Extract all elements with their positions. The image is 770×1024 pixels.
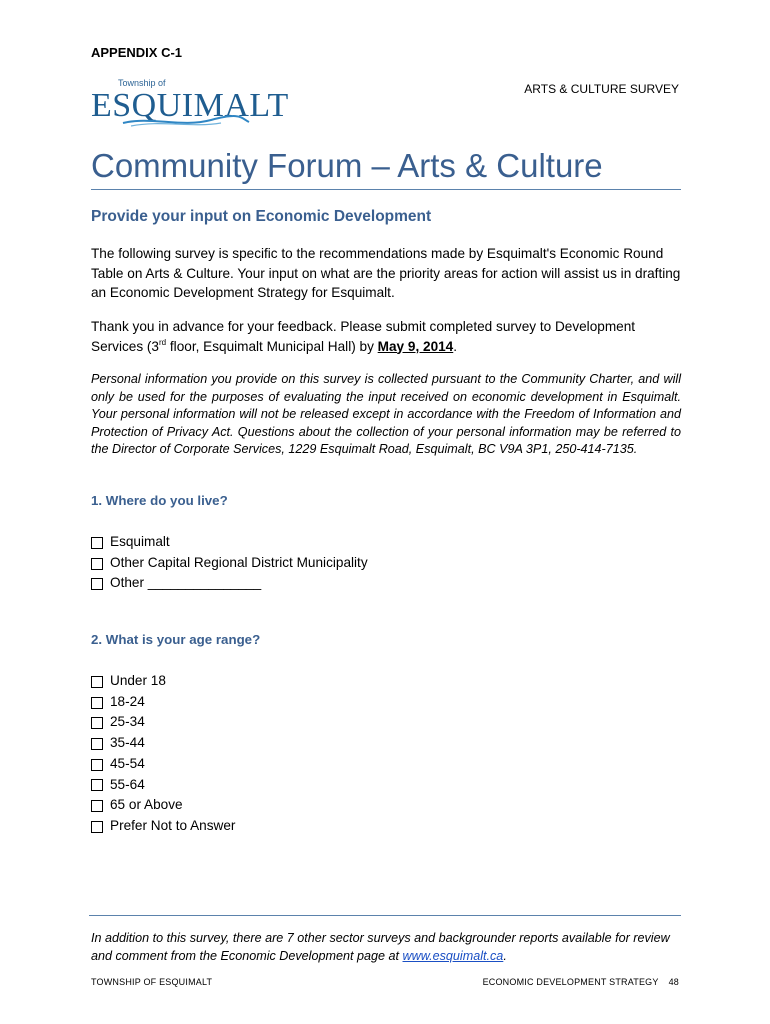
q2-option[interactable] [91, 733, 235, 754]
title-divider [91, 189, 681, 190]
submission-text-end: . [453, 338, 458, 354]
submission-ordinal: rd [159, 337, 167, 347]
q2-option-label: 55-64 [110, 776, 145, 792]
footer-document [483, 977, 679, 987]
question-2-options [91, 671, 235, 837]
q1-option[interactable] [91, 553, 368, 574]
q2-option-label: Under 18 [110, 673, 166, 688]
q1-option[interactable] [91, 573, 368, 594]
q2-option-label: 65 or Above [110, 797, 183, 813]
appendix-label: APPENDIX C-1 [91, 45, 183, 60]
q2-option[interactable] [91, 671, 235, 692]
checkbox[interactable] [91, 697, 103, 709]
q1-option-label: Other _______________ [110, 575, 262, 591]
page-title: Community Forum – Arts & Culture [91, 147, 603, 184]
question-1-options [91, 532, 368, 594]
submission-deadline: May 9, 2014 [377, 338, 454, 354]
survey-name: ARTS & CULTURE SURVEY [524, 82, 679, 96]
footer-note [91, 929, 681, 965]
intro-paragraph: The following survey is specific to the recommendations made by Esquimalt's Economic Round Table on Arts & Culture. Your input on what are the priority areas for action will assist us in drafting an Economic Development Strategy for Esquimalt. [91, 246, 681, 300]
checkbox[interactable] [91, 676, 103, 688]
checkbox[interactable] [91, 821, 103, 833]
submission-text-start: Thank you in advance for your feedback. Please submit completed survey to Development Services (3 [91, 319, 636, 354]
checkbox[interactable] [91, 558, 103, 570]
checkbox[interactable] [91, 759, 103, 771]
checkbox[interactable] [91, 800, 103, 812]
checkbox[interactable] [91, 578, 103, 590]
checkbox[interactable] [91, 738, 103, 750]
q2-option[interactable] [91, 775, 235, 796]
checkbox[interactable] [91, 537, 103, 549]
q1-option[interactable] [91, 532, 368, 553]
footer-divider [89, 915, 681, 916]
q2-option[interactable] [91, 712, 235, 733]
q2-option[interactable] [91, 692, 235, 713]
question-2-label: 2. What is your age range? [91, 632, 261, 647]
q2-option[interactable] [91, 795, 235, 816]
checkbox[interactable] [91, 779, 103, 791]
q2-option[interactable] [91, 816, 235, 837]
question-1-label: 1. Where do you live? [91, 493, 228, 508]
esquimalt-website-link[interactable]: www.esquimalt.ca [402, 949, 504, 963]
q2-option[interactable] [91, 754, 235, 775]
footer-organization: TOWNSHIP OF ESQUIMALT [91, 977, 213, 987]
checkbox[interactable] [91, 717, 103, 729]
q2-option-label: 35-44 [110, 735, 145, 751]
section-subheading: Provide your input on Economic Development [91, 208, 432, 225]
privacy-notice: Personal information you provide on this survey is collected pursuant to the Community Charter, and will only be used for the purposes of evaluating the input received on economic development in Esquimalt. Your personal information will not be released except in accordance with the Freedom of Information and Protection of Privacy Act. Questions about the collection of your personal information may be referred to the Director of Corporate Services, 1229 Esquimalt Road, Esquimalt, BC V9A 3P1, 250-414-7135. [91, 372, 681, 456]
logo-esquimalt-text: ESQUIMALT [91, 87, 289, 124]
submission-text-middle: floor, Esquimalt Municipal Hall) by [166, 338, 378, 354]
q2-option-label: 18-24 [110, 693, 145, 709]
footer-note-end: . [503, 949, 507, 963]
logo-wave-icon [121, 114, 251, 128]
esquimalt-logo [91, 78, 289, 132]
logo-township-text: Township of [118, 78, 166, 88]
q1-option-label: Esquimalt [110, 534, 170, 549]
submission-paragraph [91, 317, 681, 356]
footer-document-title: ECONOMIC DEVELOPMENT STRATEGY [482, 977, 659, 987]
q2-option-label: 25-34 [110, 714, 145, 730]
footer-note-text: In addition to this survey, there are 7 other sector surveys and backgrounder reports available for review and comment from the Economic Development page at [91, 931, 670, 963]
q1-option-label: Other Capital Regional District Municipality [110, 554, 368, 570]
q2-option-label: 45-54 [110, 755, 145, 771]
q2-option-label: Prefer Not to Answer [110, 817, 236, 833]
page-number: 48 [668, 977, 679, 987]
